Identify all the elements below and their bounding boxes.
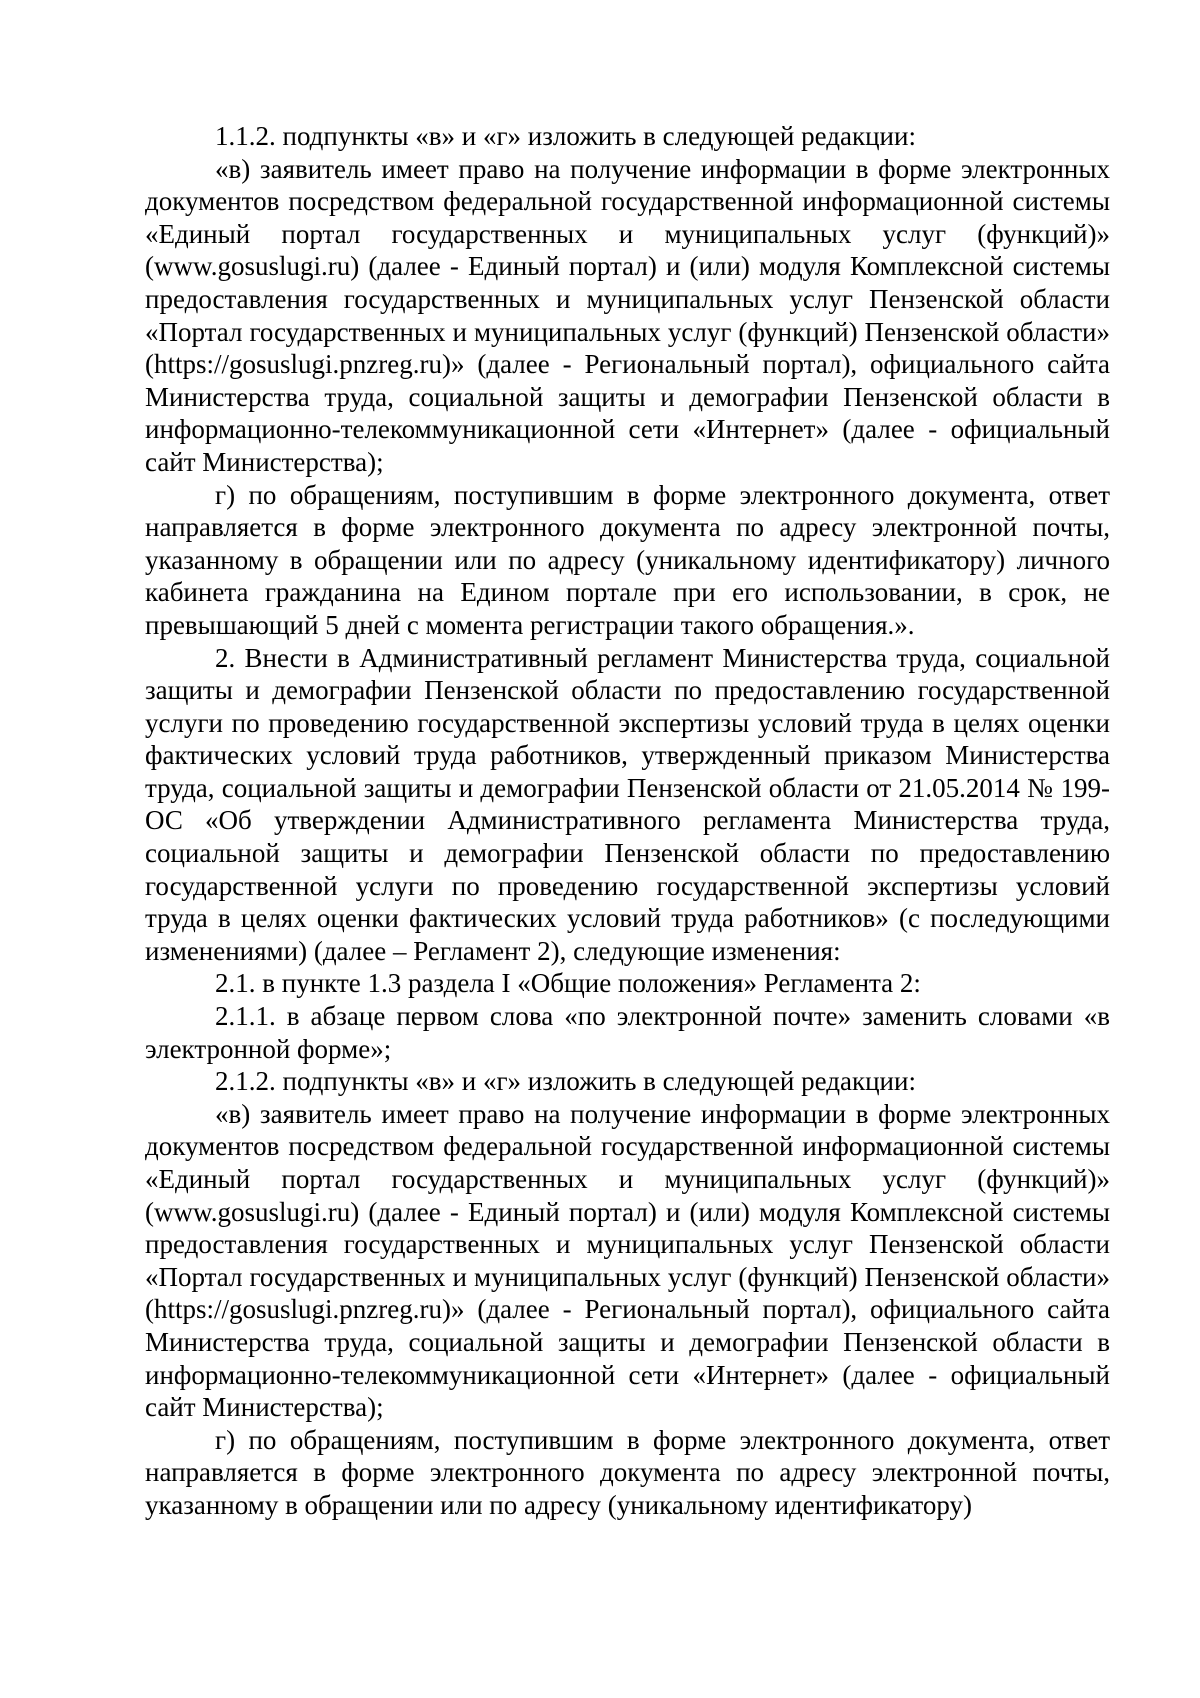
paragraph-2-1-1: 2.1.1. в абзаце первом слова «по электронной почте» заменить словами «в электронной форме»; bbox=[145, 1001, 1110, 1064]
paragraph-2-1: 2.1. в пункте 1.3 раздела I «Общие положения» Регламента 2: bbox=[215, 968, 921, 999]
paragraph-subitem-g-2: г) по обращениям, поступившим в форме электронного документа, ответ направляется в форме электронного документа по адресу электронной почты, указанному в обращении или по адресу (уникальному идентификатору) bbox=[145, 1424, 1110, 1520]
paragraph-1-1-2: 1.1.2. подпункты «в» и «г» изложить в следующей редакции: bbox=[215, 121, 916, 151]
paragraph-item-2: 2. Внести в Административный регламент Министерства труда, социальной защиты и демографии Пензенской области по предоставлению государственной услуги по проведению государственной экспертизы условий труда в целях оценки фактических условий труда работников, утвержденный приказом Министерства труда, социальной защиты и демографии Пензенской области от 21.05.2014 № 199-ОС «Об утверждении Административного регламента Министерства труда, социальной защиты и демографии Пензенской области по предоставлению государственной услуги по проведению государственной экспертизы условий труда в целях оценки фактических условий труда работников» (с последующими изменениями) (далее – Регламент 2), следующие изменения: bbox=[145, 642, 1110, 966]
paragraph-subitem-g: г) по обращениям, поступившим в форме электронного документа, ответ направляется в форме электронного документа по адресу электронной почты, указанному в обращении или по адресу (уникальному идентификатору) личного кабинета гражданина на Едином портале при его использовании, в срок, не превышающий 5 дней с момента регистрации такого обращения.». bbox=[145, 479, 1110, 640]
paragraph-subitem-v: «в) заявитель имеет право на получение информации в форме электронных документов посредством федеральной государственной информационной системы «Единый портал государственных и муниципальных услуг (функций)» (www.gosuslugi.ru) (далее - Единый портал) и (или) модуля Комплексной системы предоставления государственных и муниципальных услуг Пензенской области «Портал государственных и муниципальных услуг (функций) Пензенской области» (https://gosuslugi.pnzreg.ru)» (далее - Региональный портал), официального сайта Министерства труда, социальной защиты и демографии Пензенской области в информационно-телекоммуникационной сети «Интернет» (далее - официальный сайт Министерства); bbox=[145, 153, 1110, 477]
paragraph-2-1-2: 2.1.2. подпункты «в» и «г» изложить в следующей редакции: bbox=[215, 1066, 916, 1097]
paragraph-subitem-v-2: «в) заявитель имеет право на получение информации в форме электронных документов посредством федеральной государственной информационной системы «Единый портал государственных и муниципальных услуг (функций)» (www.gosuslugi.ru) (далее - Единый портал) и (или) модуля Комплексной системы предоставления государственных и муниципальных услуг Пензенской области «Портал государственных и муниципальных услуг (функций) Пензенской области» (https://gosuslugi.pnzreg.ru)» (далее - Региональный портал), официального сайта Министерства труда, социальной защиты и демографии Пензенской области в информационно-телекоммуникационной сети «Интернет» (далее - официальный сайт Министерства); bbox=[145, 1098, 1110, 1423]
